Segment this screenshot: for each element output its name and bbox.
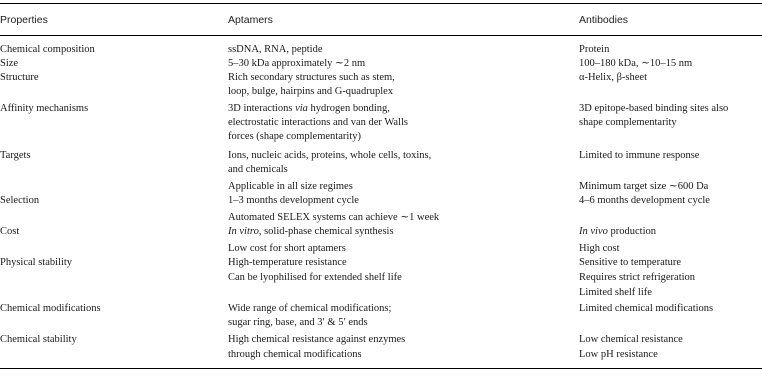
antibody-cell: Requires strict refrigeration — [579, 272, 696, 283]
text-run: , solid-phase chemical synthesis — [258, 226, 394, 237]
antibody-cell: Sensitive to temperature — [579, 257, 682, 268]
row-label: Chemical modifications — [0, 303, 101, 314]
top-rule — [0, 3, 762, 4]
antibody-cell: α-Helix, β-sheet — [579, 72, 647, 83]
aptamer-cell: through chemical modifications — [228, 349, 362, 360]
row-label: Targets — [0, 150, 31, 161]
italic-text: In vitro — [228, 226, 259, 237]
header-properties: Properties — [0, 14, 48, 26]
aptamer-cell: Ions, nucleic acids, proteins, whole cells, toxins, — [228, 150, 432, 161]
aptamer-cell: Wide range of chemical modifications; — [228, 303, 392, 314]
aptamer-cell: electrostatic interactions and van der Walls — [228, 117, 409, 128]
antibody-cell: shape complementarity — [579, 117, 677, 128]
text-run: hydrogen bonding, — [307, 103, 390, 114]
aptamer-cell: loop, bulge, hairpins and G-quadruplex — [228, 86, 394, 97]
antibody-cell: 3D epitope-based binding sites also — [579, 103, 729, 114]
antibody-cell: Low pH resistance — [579, 349, 658, 360]
bottom-rule — [0, 368, 762, 369]
antibody-cell: Limited shelf life — [579, 287, 652, 298]
row-label: Size — [0, 58, 19, 69]
italic-text: In vivo — [579, 226, 608, 237]
antibody-cell: Minimum target size ∼600 Da — [579, 181, 709, 192]
row-label: Affinity mechanisms — [0, 103, 89, 114]
row-label: Chemical composition — [0, 44, 95, 55]
aptamer-cell: Rich secondary structures such as stem, — [228, 72, 395, 83]
aptamer-cell — [228, 102, 390, 116]
row-label: Chemical stability — [0, 334, 77, 345]
aptamer-cell: Applicable in all size regimes — [228, 181, 353, 192]
aptamer-cell: 5–30 kDa approximately ∼2 nm — [228, 58, 366, 69]
antibody-cell: 4–6 months development cycle — [579, 195, 710, 206]
antibody-cell — [579, 225, 656, 239]
row-label: Physical stability — [0, 257, 73, 268]
antibody-cell: 100–180 kDa, ∼10–15 nm — [579, 58, 693, 69]
aptamer-cell — [228, 225, 394, 239]
text-run: production — [607, 226, 656, 237]
antibody-cell: Limited to immune response — [579, 150, 700, 161]
italic-text: via — [295, 103, 308, 114]
aptamer-cell: High chemical resistance against enzymes — [228, 334, 406, 345]
row-label: Structure — [0, 72, 39, 83]
aptamer-cell: and chemicals — [228, 164, 288, 175]
aptamer-cell: Low cost for short aptamers — [228, 243, 346, 254]
aptamer-cell: High-temperature resistance — [228, 257, 347, 268]
aptamer-cell: ssDNA, RNA, peptide — [228, 44, 323, 55]
row-label: Cost — [0, 226, 20, 237]
aptamer-cell: sugar ring, base, and 3′ & 5′ ends — [228, 317, 368, 328]
aptamer-cell: Can be lyophilised for extended shelf life — [228, 272, 402, 283]
text-run: 3D interactions — [228, 103, 296, 114]
antibody-cell: Protein — [579, 44, 610, 55]
row-label: Selection — [0, 195, 40, 206]
header-antibodies: Antibodies — [579, 14, 629, 26]
antibody-cell: High cost — [579, 243, 620, 254]
antibody-cell: Limited chemical modifications — [579, 303, 714, 314]
antibody-cell: Low chemical resistance — [579, 334, 683, 345]
aptamer-cell: forces (shape complementarity) — [228, 131, 361, 142]
header-rule — [0, 35, 762, 36]
aptamer-cell: Automated SELEX systems can achieve ∼1 week — [228, 212, 440, 223]
header-aptamers: Aptamers — [228, 14, 273, 26]
aptamer-cell: 1–3 months development cycle — [228, 195, 359, 206]
